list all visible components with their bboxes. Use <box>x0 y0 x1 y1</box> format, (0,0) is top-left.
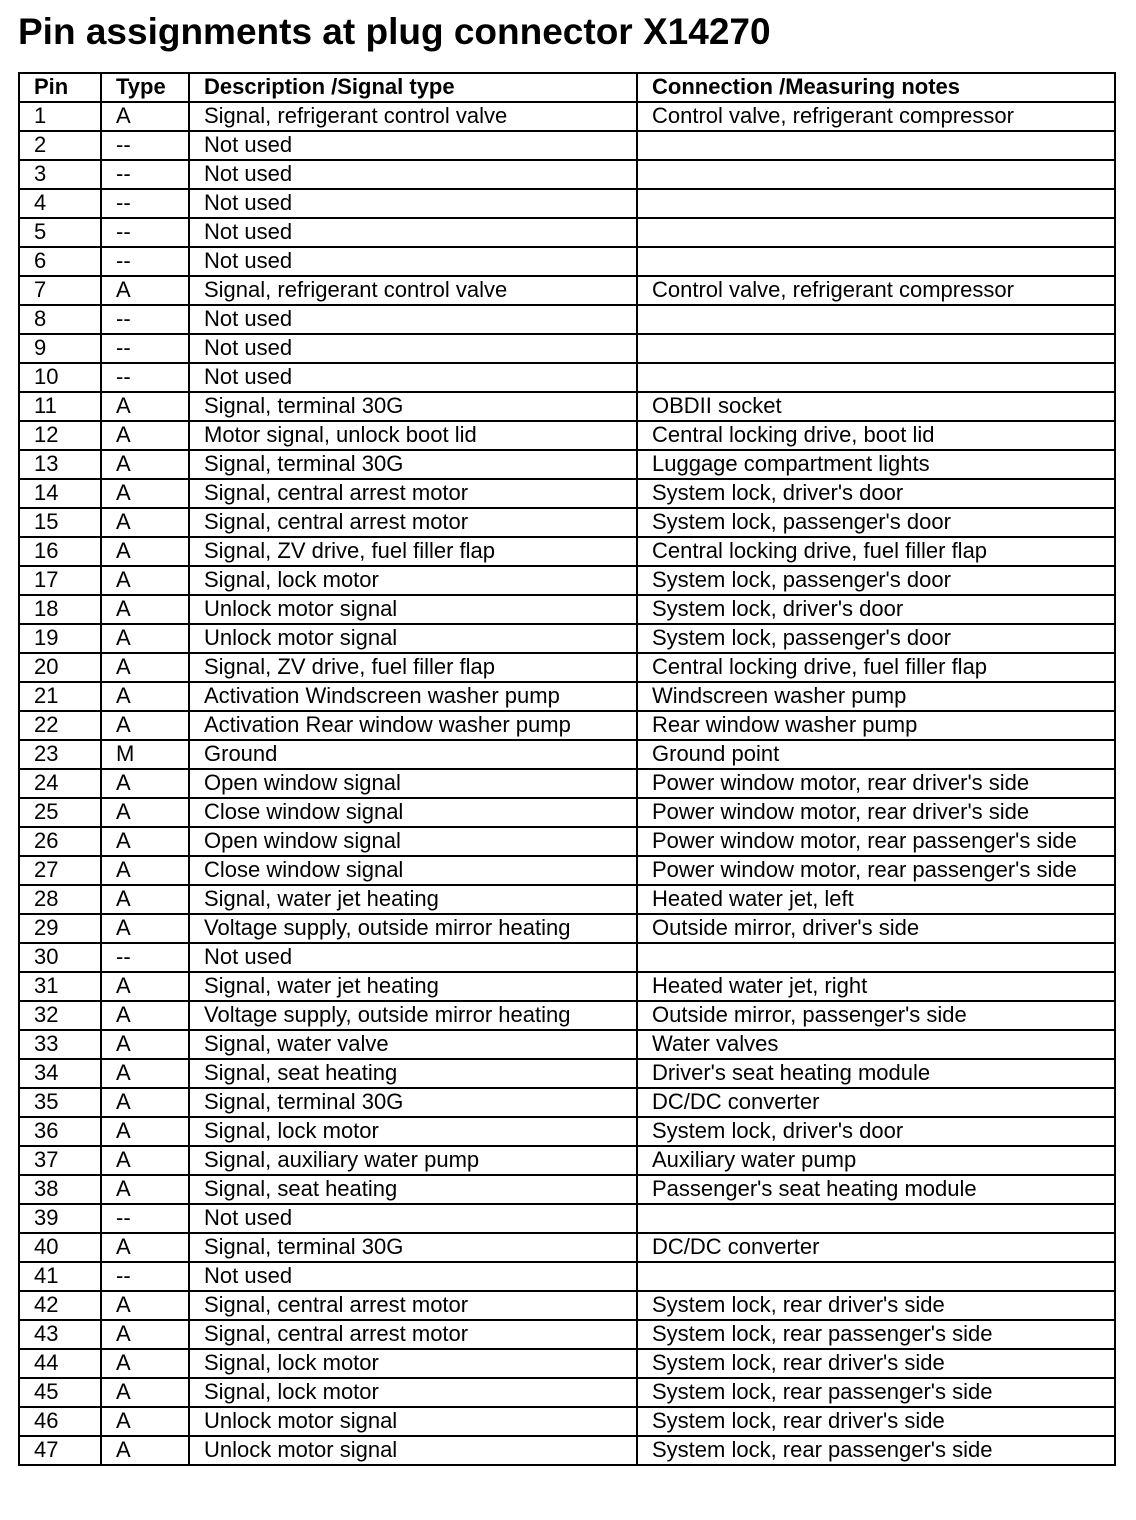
type-cell: A <box>101 1378 189 1407</box>
description-cell: Signal, terminal 30G <box>189 392 637 421</box>
connection-cell: Power window motor, rear passenger's side <box>637 827 1115 856</box>
table-row <box>19 1320 1115 1349</box>
description-cell: Signal, water valve <box>189 1030 637 1059</box>
connection-cell: Power window motor, rear passenger's side <box>637 856 1115 885</box>
type-cell: A <box>101 827 189 856</box>
description-cell: Signal, lock motor <box>189 1378 637 1407</box>
table-row <box>19 798 1115 827</box>
table-row <box>19 885 1115 914</box>
connection-cell: System lock, driver's door <box>637 595 1115 624</box>
description-cell: Not used <box>189 943 637 972</box>
connection-cell: Power window motor, rear driver's side <box>637 798 1115 827</box>
connection-cell: OBDII socket <box>637 392 1115 421</box>
pin-cell: 5 <box>19 218 101 247</box>
connection-cell: Passenger's seat heating module <box>637 1175 1115 1204</box>
description-cell: Motor signal, unlock boot lid <box>189 421 637 450</box>
pin-cell: 33 <box>19 1030 101 1059</box>
column-header-connection: Connection /Measuring notes <box>637 73 1115 102</box>
table-row <box>19 1349 1115 1378</box>
connection-cell <box>637 1204 1115 1233</box>
connection-cell: Power window motor, rear driver's side <box>637 769 1115 798</box>
connection-cell <box>637 247 1115 276</box>
connection-cell: System lock, passenger's door <box>637 566 1115 595</box>
connection-cell: Auxiliary water pump <box>637 1146 1115 1175</box>
description-cell: Signal, seat heating <box>189 1175 637 1204</box>
description-cell: Signal, water jet heating <box>189 885 637 914</box>
pin-cell: 41 <box>19 1262 101 1291</box>
pin-cell: 36 <box>19 1117 101 1146</box>
table-row <box>19 1436 1115 1465</box>
type-cell: -- <box>101 305 189 334</box>
type-cell: -- <box>101 1262 189 1291</box>
table-row <box>19 102 1115 131</box>
pin-cell: 17 <box>19 566 101 595</box>
pin-assignment-table <box>18 72 1116 1466</box>
table-row <box>19 305 1115 334</box>
pin-cell: 9 <box>19 334 101 363</box>
pin-cell: 34 <box>19 1059 101 1088</box>
table-row <box>19 595 1115 624</box>
connection-cell: System lock, rear driver's side <box>637 1349 1115 1378</box>
pin-cell: 13 <box>19 450 101 479</box>
description-cell: Open window signal <box>189 769 637 798</box>
column-header-type: Type <box>101 73 189 102</box>
type-cell: -- <box>101 363 189 392</box>
type-cell: -- <box>101 943 189 972</box>
connection-cell: System lock, rear passenger's side <box>637 1320 1115 1349</box>
table-row <box>19 1175 1115 1204</box>
description-cell: Signal, central arrest motor <box>189 1291 637 1320</box>
type-cell: A <box>101 392 189 421</box>
table-row <box>19 740 1115 769</box>
table-row <box>19 537 1115 566</box>
description-cell: Signal, refrigerant control valve <box>189 276 637 305</box>
description-cell: Signal, central arrest motor <box>189 508 637 537</box>
type-cell: A <box>101 885 189 914</box>
table-row <box>19 247 1115 276</box>
table-row <box>19 566 1115 595</box>
type-cell: A <box>101 421 189 450</box>
pin-cell: 6 <box>19 247 101 276</box>
type-cell: A <box>101 682 189 711</box>
table-row <box>19 1262 1115 1291</box>
connection-cell: Water valves <box>637 1030 1115 1059</box>
type-cell: A <box>101 914 189 943</box>
connection-cell: System lock, driver's door <box>637 479 1115 508</box>
description-cell: Signal, terminal 30G <box>189 450 637 479</box>
pin-cell: 27 <box>19 856 101 885</box>
type-cell: A <box>101 537 189 566</box>
connection-cell: Luggage compartment lights <box>637 450 1115 479</box>
type-cell: A <box>101 711 189 740</box>
type-cell: A <box>101 1320 189 1349</box>
type-cell: A <box>101 1407 189 1436</box>
description-cell: Not used <box>189 247 637 276</box>
description-cell: Not used <box>189 1204 637 1233</box>
pin-cell: 11 <box>19 392 101 421</box>
type-cell: -- <box>101 160 189 189</box>
pin-cell: 19 <box>19 624 101 653</box>
table-row <box>19 276 1115 305</box>
description-cell: Signal, lock motor <box>189 1117 637 1146</box>
pin-cell: 8 <box>19 305 101 334</box>
pin-cell: 46 <box>19 1407 101 1436</box>
description-cell: Unlock motor signal <box>189 595 637 624</box>
description-cell: Signal, central arrest motor <box>189 1320 637 1349</box>
table-row <box>19 1030 1115 1059</box>
connection-cell: Driver's seat heating module <box>637 1059 1115 1088</box>
table-row <box>19 421 1115 450</box>
type-cell: A <box>101 1059 189 1088</box>
table-row <box>19 1291 1115 1320</box>
connection-cell <box>637 305 1115 334</box>
type-cell: -- <box>101 131 189 160</box>
pin-cell: 47 <box>19 1436 101 1465</box>
type-cell: A <box>101 595 189 624</box>
connection-cell: DC/DC converter <box>637 1233 1115 1262</box>
connection-cell <box>637 363 1115 392</box>
connection-cell <box>637 131 1115 160</box>
column-header-description: Description /Signal type <box>189 73 637 102</box>
description-cell: Open window signal <box>189 827 637 856</box>
type-cell: A <box>101 798 189 827</box>
description-cell: Signal, lock motor <box>189 1349 637 1378</box>
connection-cell: System lock, rear passenger's side <box>637 1378 1115 1407</box>
pin-cell: 7 <box>19 276 101 305</box>
table-row <box>19 827 1115 856</box>
pin-cell: 18 <box>19 595 101 624</box>
description-cell: Signal, ZV drive, fuel filler flap <box>189 653 637 682</box>
table-row <box>19 653 1115 682</box>
type-cell: A <box>101 1233 189 1262</box>
pin-cell: 26 <box>19 827 101 856</box>
description-cell: Not used <box>189 363 637 392</box>
type-cell: -- <box>101 218 189 247</box>
table-row <box>19 334 1115 363</box>
description-cell: Close window signal <box>189 856 637 885</box>
table-row <box>19 1146 1115 1175</box>
table-row <box>19 160 1115 189</box>
type-cell: A <box>101 1175 189 1204</box>
pin-cell: 21 <box>19 682 101 711</box>
pin-cell: 43 <box>19 1320 101 1349</box>
type-cell: A <box>101 1349 189 1378</box>
table-row <box>19 1088 1115 1117</box>
type-cell: A <box>101 508 189 537</box>
type-cell: A <box>101 1291 189 1320</box>
description-cell: Signal, ZV drive, fuel filler flap <box>189 537 637 566</box>
page-title: Pin assignments at plug connector X14270 <box>18 11 771 52</box>
pin-cell: 37 <box>19 1146 101 1175</box>
table-header-row <box>19 73 1115 102</box>
connection-cell: System lock, rear driver's side <box>637 1291 1115 1320</box>
description-cell: Signal, central arrest motor <box>189 479 637 508</box>
pin-cell: 24 <box>19 769 101 798</box>
description-cell: Signal, terminal 30G <box>189 1233 637 1262</box>
table-row <box>19 189 1115 218</box>
description-cell: Not used <box>189 305 637 334</box>
connection-cell: Ground point <box>637 740 1115 769</box>
table-row <box>19 218 1115 247</box>
type-cell: A <box>101 1436 189 1465</box>
type-cell: A <box>101 276 189 305</box>
description-cell: Not used <box>189 131 637 160</box>
description-cell: Not used <box>189 160 637 189</box>
type-cell: A <box>101 653 189 682</box>
description-cell: Signal, terminal 30G <box>189 1088 637 1117</box>
type-cell: A <box>101 856 189 885</box>
connection-cell: Central locking drive, boot lid <box>637 421 1115 450</box>
description-cell: Not used <box>189 189 637 218</box>
description-cell: Unlock motor signal <box>189 624 637 653</box>
table-row <box>19 479 1115 508</box>
description-cell: Not used <box>189 334 637 363</box>
type-cell: A <box>101 566 189 595</box>
description-cell: Activation Windscreen washer pump <box>189 682 637 711</box>
pin-cell: 10 <box>19 363 101 392</box>
pin-cell: 15 <box>19 508 101 537</box>
connection-cell <box>637 1262 1115 1291</box>
description-cell: Signal, water jet heating <box>189 972 637 1001</box>
pin-cell: 23 <box>19 740 101 769</box>
type-cell: M <box>101 740 189 769</box>
pin-cell: 2 <box>19 131 101 160</box>
connection-cell: Central locking drive, fuel filler flap <box>637 537 1115 566</box>
table-row <box>19 1204 1115 1233</box>
table-row <box>19 943 1115 972</box>
type-cell: A <box>101 1030 189 1059</box>
pin-cell: 4 <box>19 189 101 218</box>
type-cell: -- <box>101 1204 189 1233</box>
description-cell: Voltage supply, outside mirror heating <box>189 914 637 943</box>
pin-cell: 12 <box>19 421 101 450</box>
description-cell: Unlock motor signal <box>189 1407 637 1436</box>
description-cell: Signal, refrigerant control valve <box>189 102 637 131</box>
table-body <box>19 102 1115 1465</box>
table-row <box>19 1233 1115 1262</box>
type-cell: -- <box>101 247 189 276</box>
description-cell: Close window signal <box>189 798 637 827</box>
table-row <box>19 131 1115 160</box>
table-row <box>19 972 1115 1001</box>
connection-cell: System lock, driver's door <box>637 1117 1115 1146</box>
pin-cell: 25 <box>19 798 101 827</box>
column-header-pin: Pin <box>19 73 101 102</box>
type-cell: A <box>101 479 189 508</box>
connection-cell: DC/DC converter <box>637 1088 1115 1117</box>
type-cell: A <box>101 1117 189 1146</box>
description-cell: Unlock motor signal <box>189 1436 637 1465</box>
table-row <box>19 856 1115 885</box>
connection-cell <box>637 160 1115 189</box>
table-row <box>19 769 1115 798</box>
description-cell: Not used <box>189 218 637 247</box>
table-row <box>19 450 1115 479</box>
pin-cell: 45 <box>19 1378 101 1407</box>
pin-cell: 44 <box>19 1349 101 1378</box>
table-row <box>19 1378 1115 1407</box>
pin-cell: 3 <box>19 160 101 189</box>
connection-cell <box>637 218 1115 247</box>
pin-cell: 1 <box>19 102 101 131</box>
pin-cell: 16 <box>19 537 101 566</box>
pin-cell: 14 <box>19 479 101 508</box>
type-cell: -- <box>101 189 189 218</box>
description-cell: Voltage supply, outside mirror heating <box>189 1001 637 1030</box>
table-row <box>19 1407 1115 1436</box>
connection-cell: System lock, passenger's door <box>637 624 1115 653</box>
connection-cell: Heated water jet, right <box>637 972 1115 1001</box>
type-cell: A <box>101 1001 189 1030</box>
connection-cell: Outside mirror, passenger's side <box>637 1001 1115 1030</box>
table-row <box>19 914 1115 943</box>
pin-cell: 31 <box>19 972 101 1001</box>
description-cell: Signal, auxiliary water pump <box>189 1146 637 1175</box>
type-cell: A <box>101 769 189 798</box>
table-row <box>19 1001 1115 1030</box>
type-cell: A <box>101 1088 189 1117</box>
description-cell: Ground <box>189 740 637 769</box>
pin-cell: 39 <box>19 1204 101 1233</box>
pin-cell: 42 <box>19 1291 101 1320</box>
type-cell: -- <box>101 334 189 363</box>
connection-cell: Windscreen washer pump <box>637 682 1115 711</box>
table-row <box>19 508 1115 537</box>
table-row <box>19 1059 1115 1088</box>
pin-cell: 32 <box>19 1001 101 1030</box>
connection-cell: Control valve, refrigerant compressor <box>637 102 1115 131</box>
type-cell: A <box>101 1146 189 1175</box>
connection-cell: Control valve, refrigerant compressor <box>637 276 1115 305</box>
type-cell: A <box>101 102 189 131</box>
connection-cell: Central locking drive, fuel filler flap <box>637 653 1115 682</box>
pin-cell: 29 <box>19 914 101 943</box>
pin-cell: 30 <box>19 943 101 972</box>
connection-cell: System lock, passenger's door <box>637 508 1115 537</box>
description-cell: Not used <box>189 1262 637 1291</box>
connection-cell <box>637 334 1115 363</box>
connection-cell <box>637 943 1115 972</box>
connection-cell: Outside mirror, driver's side <box>637 914 1115 943</box>
pin-cell: 22 <box>19 711 101 740</box>
table-row <box>19 682 1115 711</box>
type-cell: A <box>101 450 189 479</box>
description-cell: Signal, seat heating <box>189 1059 637 1088</box>
connection-cell: System lock, rear driver's side <box>637 1407 1115 1436</box>
table-row <box>19 1117 1115 1146</box>
type-cell: A <box>101 624 189 653</box>
connection-cell: Heated water jet, left <box>637 885 1115 914</box>
table-row <box>19 624 1115 653</box>
pin-cell: 40 <box>19 1233 101 1262</box>
pin-cell: 38 <box>19 1175 101 1204</box>
connection-cell: Rear window washer pump <box>637 711 1115 740</box>
pin-cell: 28 <box>19 885 101 914</box>
connection-cell: System lock, rear passenger's side <box>637 1436 1115 1465</box>
table-row <box>19 711 1115 740</box>
pin-cell: 35 <box>19 1088 101 1117</box>
table-row <box>19 392 1115 421</box>
connection-cell <box>637 189 1115 218</box>
description-cell: Activation Rear window washer pump <box>189 711 637 740</box>
type-cell: A <box>101 972 189 1001</box>
description-cell: Signal, lock motor <box>189 566 637 595</box>
pin-cell: 20 <box>19 653 101 682</box>
table-row <box>19 363 1115 392</box>
